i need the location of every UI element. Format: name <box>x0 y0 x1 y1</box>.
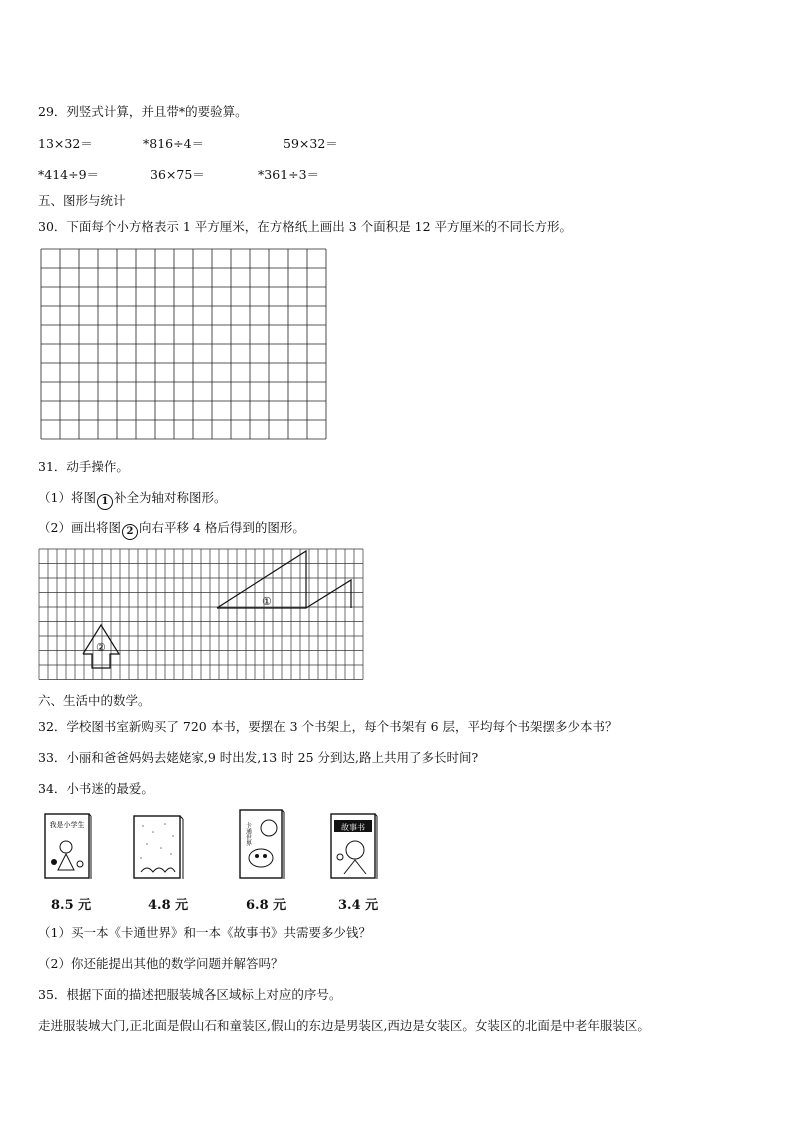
q34-sub2: （2）你还能提出其他的数学问题并解答吗？ <box>38 956 284 971</box>
q29-title: 29．列竖式计算，并且带*的要验算。 <box>38 104 248 119</box>
q31-sub1-text-a: （1）将图 <box>38 490 96 505</box>
book-4-image <box>330 812 378 880</box>
q31-sub2-text-b: 向右平移 4 格后得到的图形。 <box>138 520 305 535</box>
q31-figure-grid <box>38 548 368 686</box>
q35-desc: 走进服装城大门,正北面是假山石和童装区,假山的东边是男装区,西边是女装区。女装区的北面是中老年服装区。 <box>38 1018 650 1033</box>
q31-sub1 <box>38 490 226 510</box>
section-6-heading: 六、生活中的数学。 <box>38 693 151 708</box>
figure-1-label: ① <box>262 595 272 608</box>
q33-text: 33．小丽和爸爸妈妈去姥姥家,9 时出发,13 时 25 分到达,路上共用了多长时间? <box>38 750 479 765</box>
q29-expr-5: 36×75＝ <box>150 167 205 182</box>
section-5-heading: 五、图形与统计 <box>38 193 126 208</box>
q30-square-grid <box>38 247 328 442</box>
q29-expr-4: *414÷9＝ <box>38 167 100 182</box>
q34-sub1: （1）买一本《卡通世界》和一本《故事书》共需要多少钱？ <box>38 925 371 940</box>
book-2-price: 4.8 元 <box>148 898 189 913</box>
q35-title: 35．根据下面的描述把服装城各区域标上对应的序号。 <box>38 987 342 1002</box>
q29-expr-3: 59×32＝ <box>283 136 338 151</box>
circled-number-1: 1 <box>97 494 113 510</box>
figure-1-extra-line <box>306 580 351 608</box>
book-2-image <box>133 814 185 880</box>
book-4-price: 3.4 元 <box>338 898 379 913</box>
q32-text: 32．学校图书室新购买了 720 本书，要摆在 3 个书架上，每个书架有 6 层，平均每个书架摆多少本书？ <box>38 719 618 734</box>
q31-title: 31．动手操作。 <box>38 459 129 474</box>
q30-title: 30．下面每个小方格表示 1 平方厘米，在方格纸上画出 3 个面积是 12 平方厘米的不同长方形。 <box>38 219 573 234</box>
book-3-cover-title: 卡通世界 <box>244 822 252 846</box>
book-4-cover-title: 故事书 <box>341 823 365 832</box>
book-1-price: 8.5 元 <box>51 898 92 913</box>
q29-expr-6: *361÷3＝ <box>258 167 320 182</box>
q29-expr-2: *816÷4＝ <box>143 136 205 151</box>
figure-2-label: ② <box>96 641 106 654</box>
book-3-price: 6.8 元 <box>246 898 287 913</box>
book-1-cover-title: 我是小学生 <box>49 821 85 829</box>
book-3-image <box>239 808 285 880</box>
q34-title: 34．小书迷的最爱。 <box>38 781 154 796</box>
book-1-image <box>44 812 92 880</box>
circled-number-2: 2 <box>122 524 138 540</box>
q29-expr-1: 13×32＝ <box>38 136 93 151</box>
q31-sub2 <box>38 520 305 540</box>
q31-sub1-text-b: 补全为轴对称图形。 <box>113 490 227 505</box>
q31-sub2-text-a: （2）画出将图 <box>38 520 121 535</box>
